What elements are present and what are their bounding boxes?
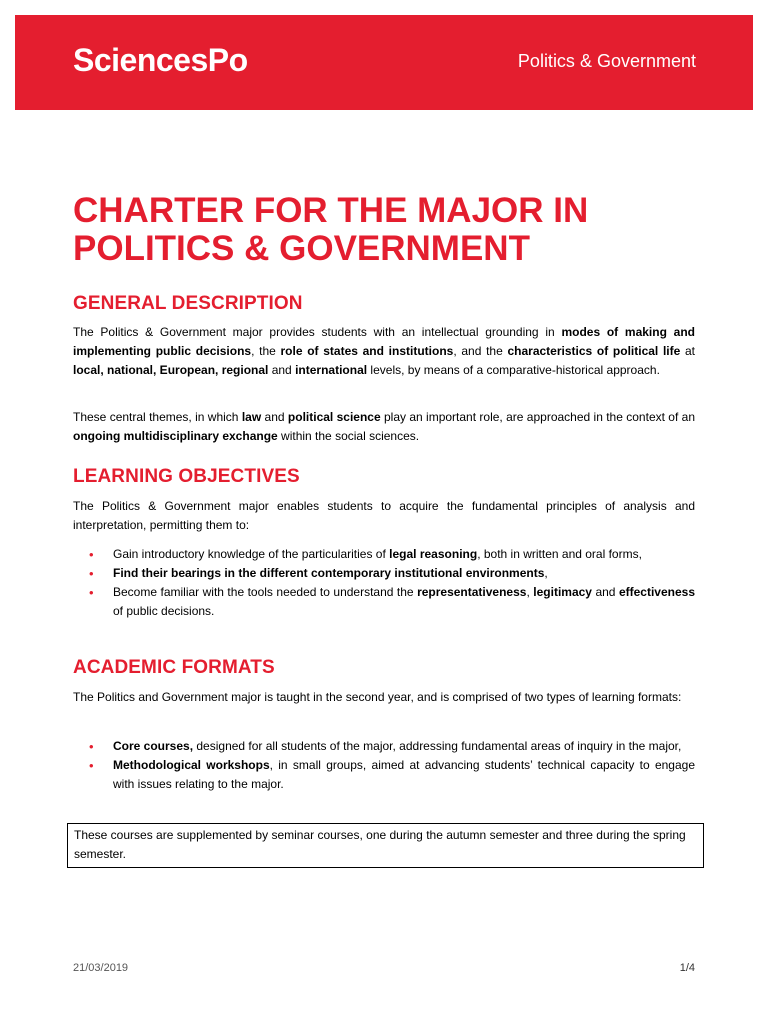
text: , in small groups, aimed at advancing students’ technical capacity to engage with issues relating to the major. xyxy=(113,758,695,791)
text-bold: legal reasoning xyxy=(389,547,478,561)
text-bold: Core courses, xyxy=(113,739,194,753)
text-bold: international xyxy=(295,363,368,377)
text-bold: characteristics of political life xyxy=(507,344,681,358)
text: within the social sciences. xyxy=(277,429,420,443)
text: levels, by means of a comparative-historical approach. xyxy=(367,363,660,377)
text-bold: local, national, European, regional xyxy=(73,363,269,377)
text: , xyxy=(544,566,548,580)
general-paragraph-1 xyxy=(73,323,695,380)
footer-date: 21/03/2019 xyxy=(73,962,129,974)
seminar-note-box: These courses are supplemented by seminar courses, one during the autumn semester and three during the spring semester. xyxy=(67,823,704,868)
text: These central themes, in which xyxy=(73,410,242,424)
text: Gain introductory knowledge of the particularities of xyxy=(113,547,390,561)
header-banner xyxy=(15,15,753,110)
academic-formats-list xyxy=(89,737,695,794)
list-item xyxy=(89,583,695,621)
bullet-icon: • xyxy=(89,585,94,600)
text: , xyxy=(526,585,534,599)
header-section-label: Politics & Government xyxy=(517,51,696,71)
text: , the xyxy=(251,344,281,358)
text-bold: political science xyxy=(287,410,381,424)
text-bold: role of states and institutions xyxy=(280,344,454,358)
academic-intro: The Politics and Government major is taught in the second year, and is comprised of two types of learning formats: xyxy=(73,690,682,704)
page-number: 1/4 xyxy=(679,962,695,974)
title-line-2: POLITICS & GOVERNMENT xyxy=(73,229,530,268)
learning-objectives-list xyxy=(89,545,695,621)
text: and xyxy=(261,410,288,424)
bullet-icon: • xyxy=(89,758,94,773)
bullet-icon: • xyxy=(89,566,94,581)
bullet-icon: • xyxy=(89,739,94,754)
text-bold: Find their bearings in the different contemporary institutional environments xyxy=(113,566,545,580)
text: , both in written and oral forms, xyxy=(477,547,642,561)
text: designed for all students of the major, addressing fundamental areas of inquiry in the major, xyxy=(193,739,682,753)
list-item xyxy=(89,545,695,564)
list-item xyxy=(89,756,695,794)
text-bold: Methodological workshops xyxy=(113,758,270,772)
text-bold: effectiveness xyxy=(618,585,695,599)
text: Become familiar with the tools needed to understand the xyxy=(113,585,418,599)
heading-general-description: GENERAL DESCRIPTION xyxy=(73,293,303,314)
bullet-icon: • xyxy=(89,547,94,562)
page-title xyxy=(73,192,713,268)
text-bold: modes of making and implementing public decisions xyxy=(73,325,696,358)
text: at xyxy=(680,344,696,358)
text-bold: representativeness xyxy=(417,585,527,599)
sciencespo-logo: SciencesPo xyxy=(73,42,248,78)
learning-intro: The Politics & Government major enables students to acquire the fundamental principles of analysis and interpretation, permitting them to: xyxy=(73,499,695,532)
text: , and the xyxy=(453,344,508,358)
list-item xyxy=(89,737,695,756)
text: and xyxy=(591,585,619,599)
text-bold: legitimacy xyxy=(533,585,592,599)
text: of public decisions. xyxy=(113,604,215,618)
heading-academic-formats: ACADEMIC FORMATS xyxy=(73,657,275,678)
list-item xyxy=(89,564,695,583)
text: The Politics & Government major provides students with an intellectual grounding in xyxy=(73,325,562,339)
general-paragraph-2 xyxy=(73,408,695,446)
heading-learning-objectives: LEARNING OBJECTIVES xyxy=(73,466,300,487)
text: and xyxy=(268,363,296,377)
text: play an important role, are approached in the context of an xyxy=(380,410,696,424)
text-bold: ongoing multidisciplinary exchange xyxy=(73,429,278,443)
text-bold: law xyxy=(241,410,262,424)
title-line-1: CHARTER FOR THE MAJOR IN xyxy=(73,191,589,230)
